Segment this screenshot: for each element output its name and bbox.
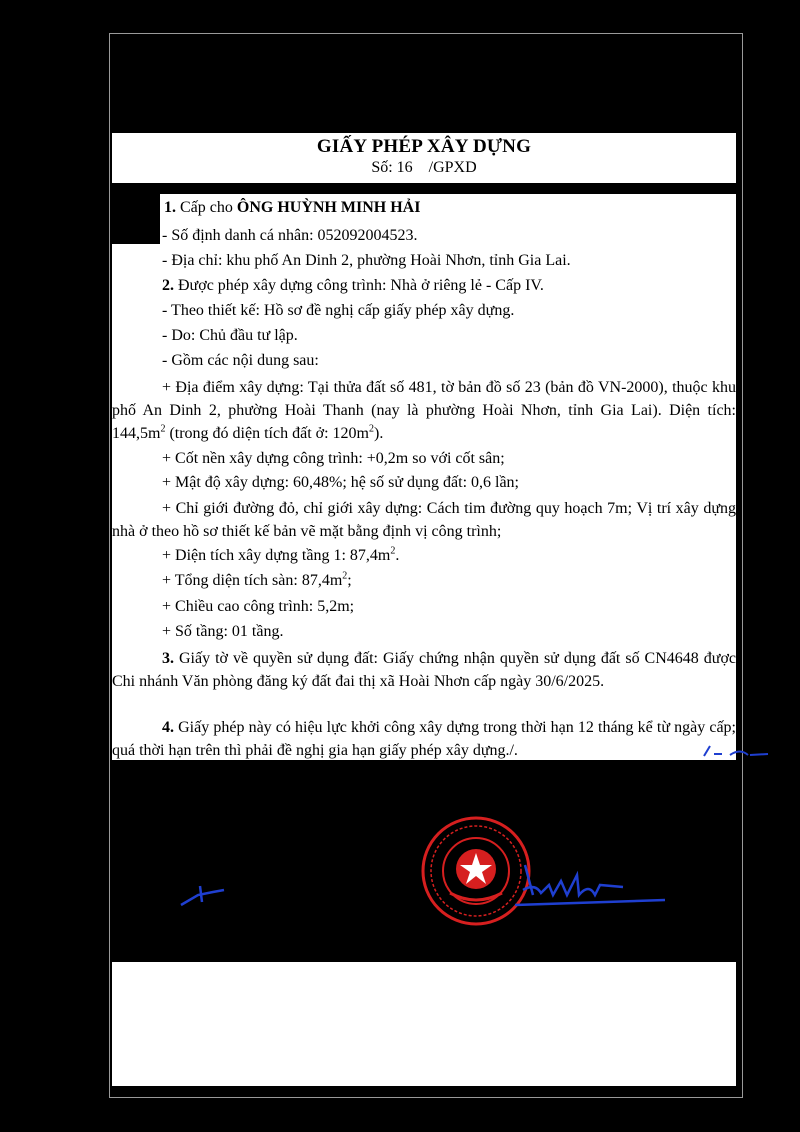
total-area-sup: 2 — [342, 570, 348, 582]
floor-area-end: . — [395, 547, 400, 564]
includes-line: - Gồm các nội dung sau: — [162, 352, 319, 369]
holder-name: ÔNG HUỲNH MINH HẢI — [236, 199, 421, 216]
initial-mark-right — [700, 738, 772, 762]
section-1-number: 1. — [164, 199, 176, 216]
section-1-heading — [164, 197, 420, 219]
floor-area-line — [162, 545, 399, 567]
density-line: + Mật độ xây dựng: 60,48%; hệ số sử dụng đất: 0,6 lần; — [162, 474, 519, 491]
initial-mark-left — [178, 880, 228, 910]
foundation-line: + Cốt nền xây dựng công trình: +0,2m so với cốt sân; — [162, 450, 505, 467]
section-3-number: 3. — [162, 650, 174, 667]
location-text-2: (trong đó diện tích đất ở: 120m — [165, 425, 369, 442]
location-paragraph — [112, 376, 736, 445]
design-line: - Theo thiết kế: Hồ sơ đề nghị cấp giấy phép xây dựng. — [162, 302, 515, 319]
prepared-by-line: - Do: Chủ đầu tư lập. — [162, 327, 298, 344]
section-3-text: Giấy tờ về quyền sử dụng đất: Giấy chứng nhận quyền sử dụng đất số CN4648 được Chi nhánh Văn phòng đăng ký đất đai thị xã Hoài Nhơn cấp ngày 30/6/2025. — [112, 650, 736, 690]
grant-prefix: Cấp cho — [180, 199, 233, 216]
permit-number: Số: 16 /GPXD — [371, 159, 477, 176]
section-3-paragraph — [112, 647, 736, 693]
section-2-number: 2. — [162, 277, 174, 294]
signature — [505, 855, 670, 920]
total-area-end: ; — [347, 572, 352, 589]
height-line: + Chiều cao công trình: 5,2m; — [162, 598, 355, 615]
floors-line: + Số tầng: 01 tầng. — [162, 623, 284, 640]
section-2-text: Được phép xây dựng công trình: Nhà ở riêng lẻ - Cấp IV. — [178, 277, 544, 294]
floor-area-text: + Diện tích xây dựng tầng 1: 87,4m — [162, 547, 391, 564]
document-title: GIẤY PHÉP XÂY DỰNG — [316, 136, 532, 157]
title-block — [112, 133, 736, 183]
floor-area-sup: 2 — [390, 545, 396, 557]
total-area-line — [162, 570, 352, 592]
personal-id: - Số định danh cá nhân: 052092004523. — [162, 227, 418, 244]
section-4-number: 4. — [162, 719, 174, 736]
boundary-paragraph: + Chỉ giới đường đỏ, chỉ giới xây dựng: Cách tim đường quy hoạch 7m; Vị trí xây dựng nhà ở theo hồ sơ thiết kế bản vẽ mặt bằng định vị công trình; — [112, 500, 736, 540]
location-text-3: ). — [374, 425, 384, 442]
location-sup-1: 2 — [160, 423, 166, 435]
section-4-text: Giấy phép này có hiệu lực khởi công xây dựng trong thời hạn 12 tháng kể từ ngày cấp; quá thời hạn trên thì phải đề nghị gia hạn giấy phép xây dựng./. — [112, 719, 736, 759]
section-4-paragraph — [112, 716, 736, 762]
holder-address: - Địa chỉ: khu phố An Dinh 2, phường Hoài Nhơn, tỉnh Gia Lai. — [162, 252, 571, 269]
location-sup-2: 2 — [369, 423, 374, 435]
footer-blank-area — [112, 962, 736, 1086]
total-area-text: + Tổng diện tích sàn: 87,4m — [162, 572, 343, 589]
location-text: + Địa điểm xây dựng: Tại thửa đất số 481, tờ bản đồ số 23 (bản đồ VN-2000), thuộc khu phố An Dinh 2, phường Hoài Thanh (nay là phường Hoài Nhơn, tỉnh Gia Lai). Diện tích: 144,5m — [112, 379, 736, 442]
redaction-block — [112, 194, 160, 244]
section-2-heading — [162, 275, 544, 297]
